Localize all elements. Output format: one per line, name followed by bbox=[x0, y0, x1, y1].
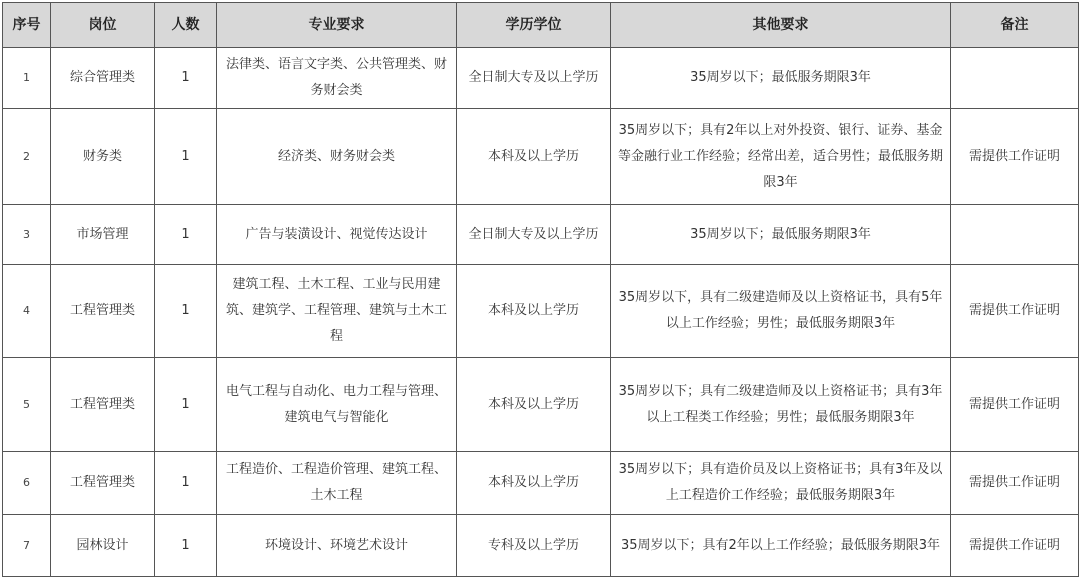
table-row bbox=[3, 358, 1079, 452]
cell-note: 需提供工作证明 bbox=[951, 265, 1079, 358]
cell-note bbox=[951, 205, 1079, 265]
recruitment-table bbox=[2, 2, 1079, 577]
table-row bbox=[3, 265, 1079, 358]
cell-other: 35周岁以下；最低服务期限3年 bbox=[611, 205, 951, 265]
cell-major: 电气工程与自动化、电力工程与管理、建筑电气与智能化 bbox=[217, 358, 457, 452]
cell-major: 法律类、语言文字类、公共管理类、财务财会类 bbox=[217, 48, 457, 109]
cell-education: 本科及以上学历 bbox=[457, 452, 611, 515]
cell-post: 园林设计 bbox=[51, 515, 155, 577]
header-no: 序号 bbox=[3, 3, 51, 48]
header-row bbox=[3, 3, 1079, 48]
cell-education: 专科及以上学历 bbox=[457, 515, 611, 577]
cell-note: 需提供工作证明 bbox=[951, 109, 1079, 205]
table-row bbox=[3, 205, 1079, 265]
cell-other: 35周岁以下；具有2年以上工作经验；最低服务期限3年 bbox=[611, 515, 951, 577]
cell-no: 1 bbox=[3, 48, 51, 109]
table-row bbox=[3, 515, 1079, 577]
cell-note: 需提供工作证明 bbox=[951, 358, 1079, 452]
cell-post: 综合管理类 bbox=[51, 48, 155, 109]
cell-education: 全日制大专及以上学历 bbox=[457, 205, 611, 265]
cell-major: 经济类、财务财会类 bbox=[217, 109, 457, 205]
cell-no: 4 bbox=[3, 265, 51, 358]
cell-post: 工程管理类 bbox=[51, 452, 155, 515]
header-major: 专业要求 bbox=[217, 3, 457, 48]
cell-count: 1 bbox=[155, 205, 217, 265]
table-row bbox=[3, 48, 1079, 109]
cell-count: 1 bbox=[155, 358, 217, 452]
header-post: 岗位 bbox=[51, 3, 155, 48]
cell-major: 建筑工程、土木工程、工业与民用建筑、建筑学、工程管理、建筑与土木工程 bbox=[217, 265, 457, 358]
cell-note: 需提供工作证明 bbox=[951, 452, 1079, 515]
cell-education: 本科及以上学历 bbox=[457, 265, 611, 358]
cell-post: 工程管理类 bbox=[51, 265, 155, 358]
cell-post: 市场管理 bbox=[51, 205, 155, 265]
cell-count: 1 bbox=[155, 109, 217, 205]
header-count: 人数 bbox=[155, 3, 217, 48]
cell-other: 35周岁以下，具有二级建造师及以上资格证书，具有5年以上工作经验；男性；最低服务期限3年 bbox=[611, 265, 951, 358]
table-row bbox=[3, 109, 1079, 205]
header-note: 备注 bbox=[951, 3, 1079, 48]
cell-no: 6 bbox=[3, 452, 51, 515]
cell-no: 3 bbox=[3, 205, 51, 265]
cell-major: 工程造价、工程造价管理、建筑工程、土木工程 bbox=[217, 452, 457, 515]
cell-education: 本科及以上学历 bbox=[457, 358, 611, 452]
table-row bbox=[3, 452, 1079, 515]
cell-other: 35周岁以下；具有二级建造师及以上资格证书；具有3年以上工程类工作经验；男性；最低服务期限3年 bbox=[611, 358, 951, 452]
header-education: 学历学位 bbox=[457, 3, 611, 48]
cell-count: 1 bbox=[155, 265, 217, 358]
cell-no: 7 bbox=[3, 515, 51, 577]
cell-no: 2 bbox=[3, 109, 51, 205]
cell-no: 5 bbox=[3, 358, 51, 452]
cell-count: 1 bbox=[155, 452, 217, 515]
cell-other: 35周岁以下；最低服务期限3年 bbox=[611, 48, 951, 109]
cell-count: 1 bbox=[155, 515, 217, 577]
cell-other: 35周岁以下；具有造价员及以上资格证书；具有3年及以上工程造价工作经验；最低服务期限3年 bbox=[611, 452, 951, 515]
cell-education: 本科及以上学历 bbox=[457, 109, 611, 205]
cell-note: 需提供工作证明 bbox=[951, 515, 1079, 577]
cell-education: 全日制大专及以上学历 bbox=[457, 48, 611, 109]
cell-post: 财务类 bbox=[51, 109, 155, 205]
cell-post: 工程管理类 bbox=[51, 358, 155, 452]
cell-other: 35周岁以下；具有2年以上对外投资、银行、证券、基金等金融行业工作经验；经常出差，适合男性；最低服务期限3年 bbox=[611, 109, 951, 205]
header-other: 其他要求 bbox=[611, 3, 951, 48]
cell-count: 1 bbox=[155, 48, 217, 109]
cell-major: 环境设计、环境艺术设计 bbox=[217, 515, 457, 577]
cell-note bbox=[951, 48, 1079, 109]
cell-major: 广告与装潢设计、视觉传达设计 bbox=[217, 205, 457, 265]
